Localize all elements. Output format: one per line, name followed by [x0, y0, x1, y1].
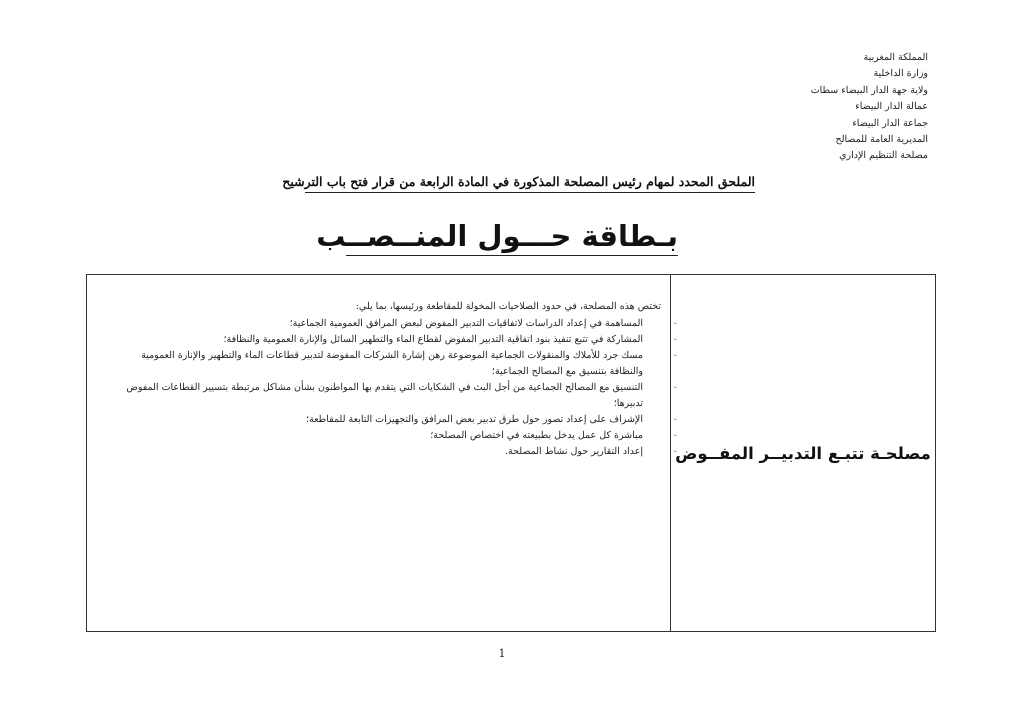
header-line-kingdom: المملكة المغربية [863, 52, 928, 63]
service-name: مصلحـة تتبـع التدبيــر المفــوض [675, 443, 931, 463]
header-line-region: ولاية جهة الدار البيضاء سطات [810, 84, 928, 96]
header-line-ministry: وزارة الداخلية [873, 68, 928, 80]
header-line-department: مصلحة التنظيم الإداري [839, 150, 928, 162]
header-line-directorate: المديرية العامة للمصالح [835, 134, 928, 146]
task-item: - المشاركة في تتبع تنفيذ بنود اتفاقية التدبير المفوض لقطاع الماء والتطهير السائل والإنارة العمومية والنظافة؛ [105, 332, 653, 348]
header-line-commune: جماعة الدار البيضاء [852, 117, 928, 129]
tasks-cell [105, 299, 661, 460]
task-item: - إعداد التقارير حول نشاط المصلحة. [105, 444, 653, 460]
task-item: - مسك جرد للأملاك والمنقولات الجماعية الموضوعة رهن إشارة الشركات المفوضة لتدبير قطاعات الماء والتطهير والإنارة العمومية والنظافة بتنسيق مع المصالح الجماعية؛ [105, 348, 653, 380]
task-item: - مباشرة كل عمل يدخل بطبيعته في اختصاص المصلحة؛ [105, 428, 653, 444]
service-name-cell [671, 275, 935, 631]
header-line-prefecture: عمالة الدار البيضاء [855, 101, 928, 113]
annex-heading: الملحق المحدد لمهام رئيس المصلحة المذكورة في المادة الرابعة من قرار فتح باب الترشيح [305, 174, 755, 193]
tasks-list [105, 316, 653, 460]
card-title: بـطاقة حـــول المنــصــب [346, 219, 678, 256]
task-item: - المساهمة في إعداد الدراسات لاتفاقيات التدبير المفوض لبعض المرافق العمومية الجماعية؛ [105, 316, 653, 332]
task-item: - التنسيق مع المصالح الجماعية من أجل البث في الشكايات التي يتقدم بها المواطنون بشأن مشاكل مرتبطة بتسيير القطاعات المفوض تدبيرها؛ [105, 380, 653, 412]
job-card-table [86, 274, 936, 632]
page-number: 1 [498, 647, 506, 660]
administrative-header [778, 50, 928, 165]
task-item: - الإشراف على إعداد تصور حول طرق تدبير بعض المرافق والتجهيزات التابعة للمقاطعة؛ [105, 412, 653, 428]
tasks-intro: تختص هذه المصلحة، في حدود الصلاحيات المخولة للمقاطعة ورئيسها، بما يلي: [355, 301, 661, 312]
